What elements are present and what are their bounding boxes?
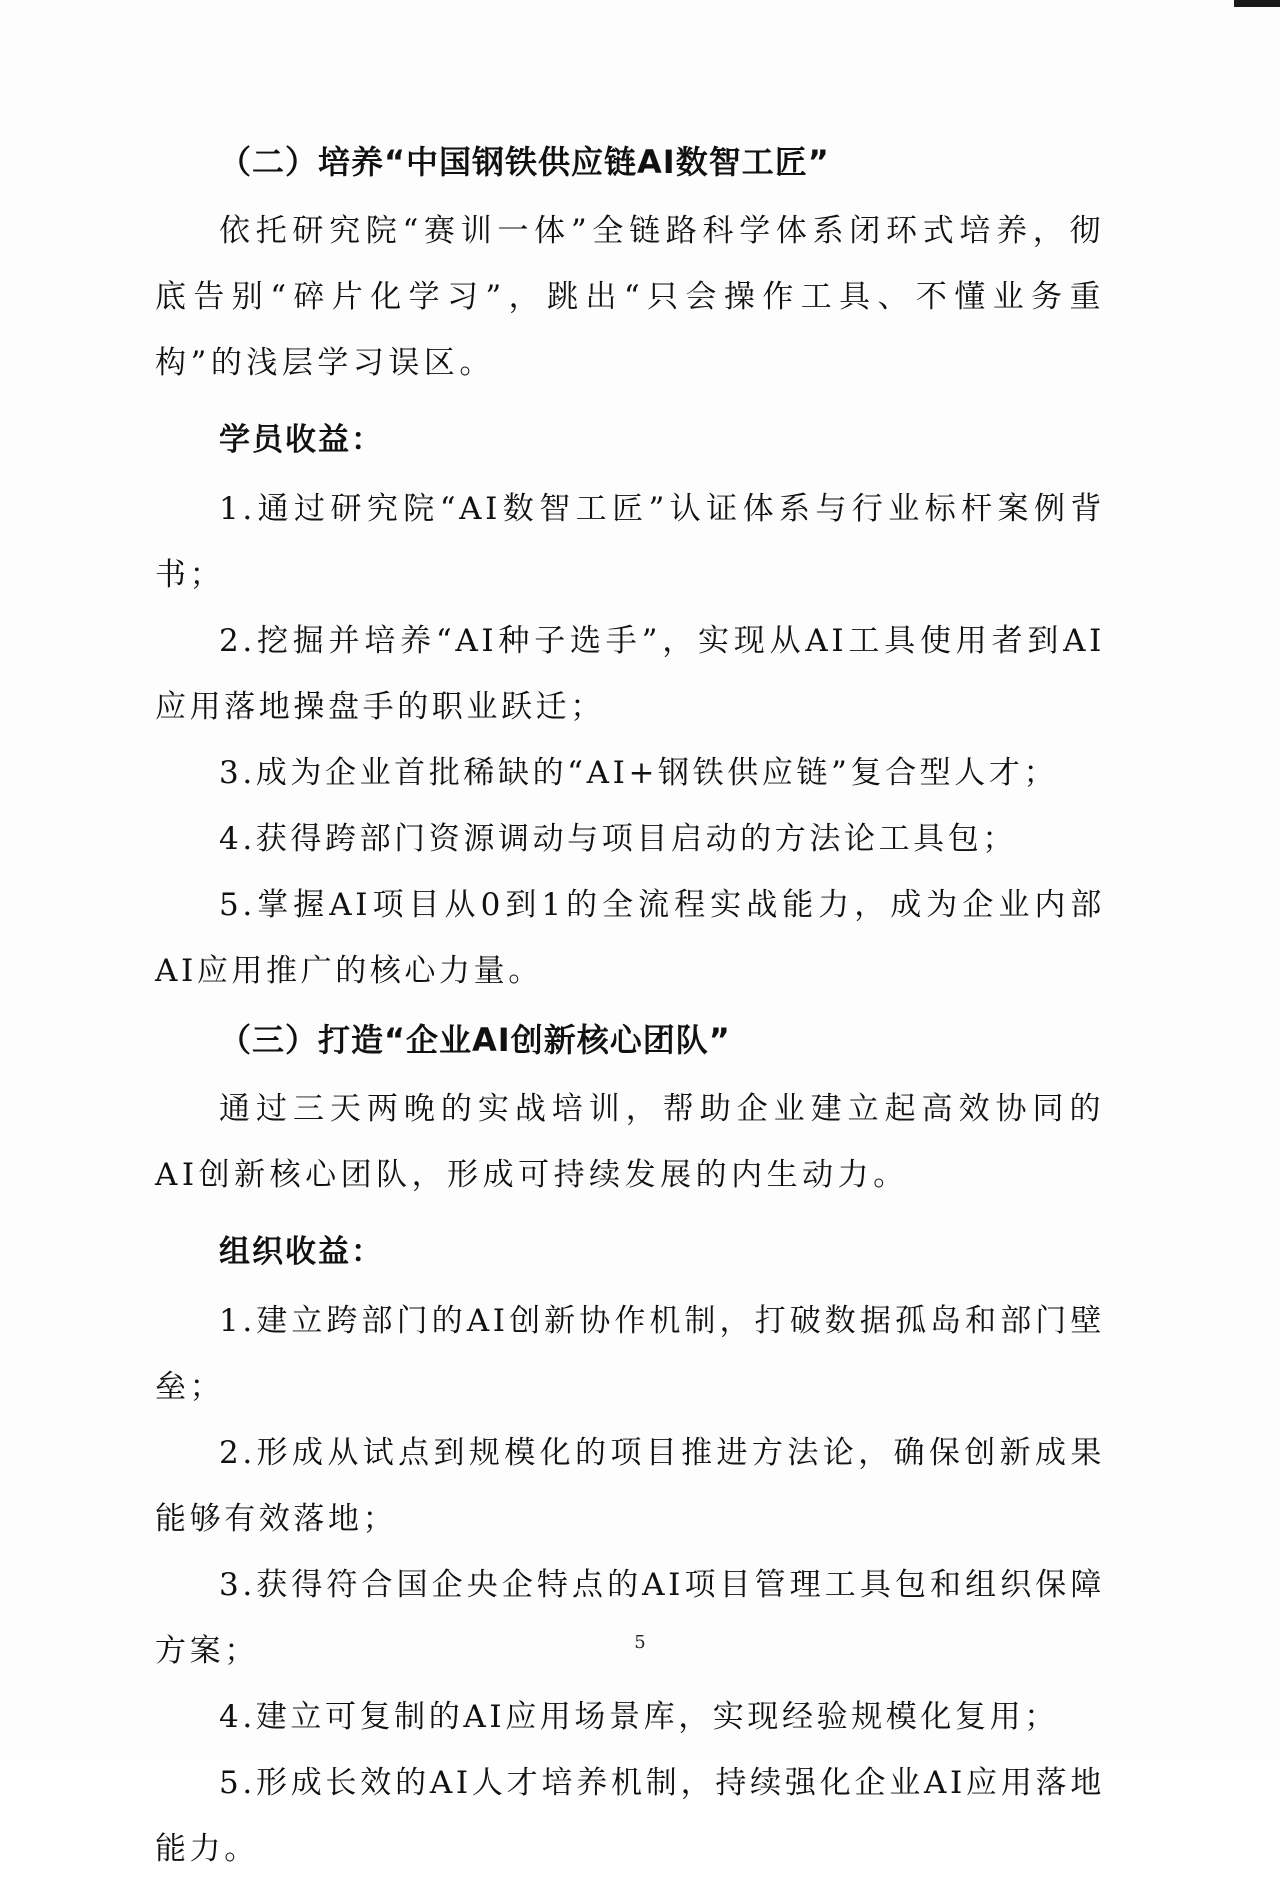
list-item: 2.形成从试点到规模化的项目推进方法论，确保创新成果能够有效落地；: [155, 1435, 1105, 1537]
list-item: 5.形成长效的AI人才培养机制，持续强化企业AI应用落地能力。: [155, 1765, 1105, 1867]
list-item: 1.通过研究院“AI数智工匠”认证体系与行业标杆案例背书；: [155, 491, 1105, 593]
section3-benefits-list: [155, 1288, 1105, 1882]
section2-benefits-list: [155, 476, 1105, 1004]
page-number: 5: [634, 1632, 646, 1653]
section3-body: 通过三天两晚的实战培训，帮助企业建立起高效协同的AI创新核心团队，形成可持续发展的内生动力。: [155, 1091, 1105, 1193]
list-item: 4.获得跨部门资源调动与项目启动的方法论工具包；: [219, 821, 1017, 857]
scan-edge-mark: [1234, 0, 1280, 7]
list-item: 3.成为企业首批稀缺的“AI+钢铁供应链”复合型人才；: [219, 755, 1059, 791]
section2-heading: （二）培养“中国钢铁供应链AI数智工匠”: [219, 143, 830, 181]
section2-body: 依托研究院“赛训一体”全链路科学体系闭环式培养，彻底告别“碎片化学习”，跳出“只会操作工具、不懂业务重构”的浅层学习误区。: [155, 213, 1105, 381]
page-content: [155, 142, 1105, 1882]
section3-heading: （三）打造“企业AI创新核心团队”: [219, 1021, 731, 1059]
list-item: 4.建立可复制的AI应用场景库，实现经验规模化复用；: [219, 1699, 1059, 1735]
list-item: 5.掌握AI项目从0到1的全流程实战能力，成为企业内部AI应用推广的核心力量。: [155, 887, 1105, 989]
list-item: 3.获得符合国企央企特点的AI项目管理工具包和组织保障方案；: [155, 1567, 1105, 1669]
section3-benefits-title: 组织收益：: [219, 1234, 384, 1270]
list-item: 2.挖掘并培养“AI种子选手”，实现从AI工具使用者到AI应用落地操盘手的职业跃迁；: [155, 623, 1105, 725]
section2-benefits-title: 学员收益：: [219, 422, 384, 458]
list-item: 1.建立跨部门的AI创新协作机制，打破数据孤岛和部门壁垒；: [155, 1303, 1105, 1405]
